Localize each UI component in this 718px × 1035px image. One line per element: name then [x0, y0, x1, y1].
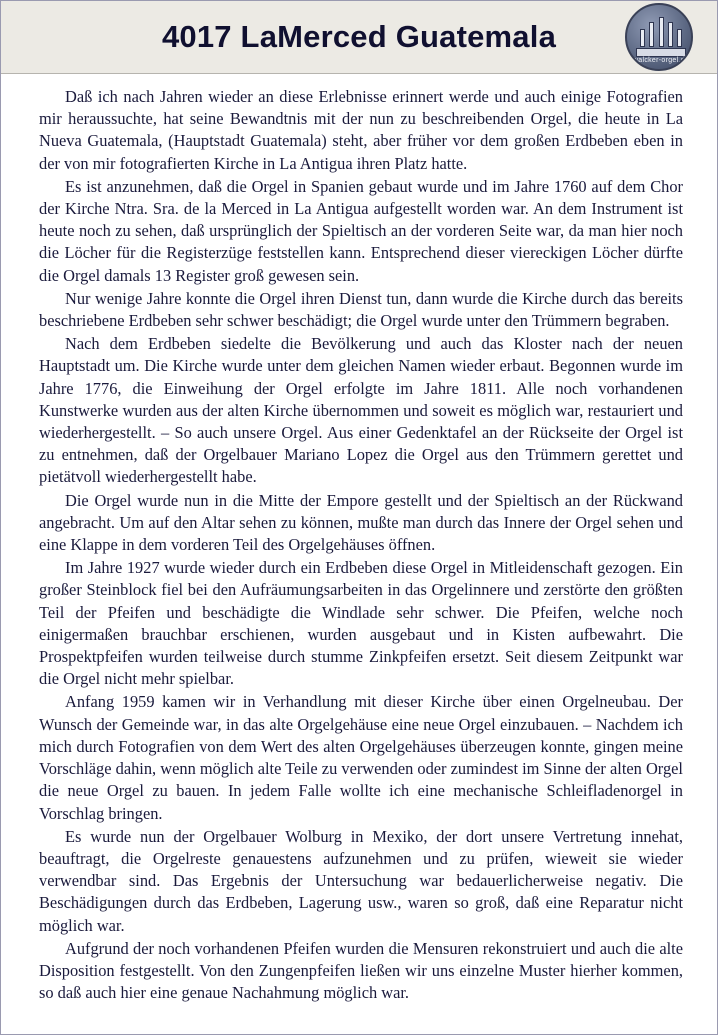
- paragraph: Die Orgel wurde nun in die Mitte der Empore gestellt und der Spieltisch an der Rückwand angebracht. Um auf den Altar sehen zu können, mußte man durch das Innere der Orgel sehen und eine Klappe in dem vorderen Teil des Orgelgehäuses öffnen.: [39, 490, 683, 555]
- paragraph: Nur wenige Jahre konnte die Orgel ihren Dienst tun, dann wurde die Kirche durch das bereits beschriebene Erdbeben sehr schwer beschädigt; die Orgel wurde unter den Trümmern begraben.: [39, 288, 683, 331]
- logo-circle: [625, 3, 693, 71]
- paragraph: Anfang 1959 kamen wir in Verhandlung mit dieser Kirche über einen Orgelneubau. Der Wunsch der Gemeinde war, in das alte Orgelgehäuse eine neue Orgel einzubauen. – Nachdem ich mich durch Fotografien von dem Wert des alten Orgelgehäuses überzeugen konnte, gingen meine Vorschläge dahin, wenn möglich alte Teile zu verwenden oder zumindest im Sinne der alten Orgel die neue Orgel zu bauen. In jedem Falle wollte ich eine mechanische Schleifladenorgel in Vorschlag bringen.: [39, 692, 683, 823]
- page-title: 4017 LaMerced Guatemala: [161, 19, 557, 54]
- document-body: [1, 74, 717, 1004]
- paragraph: Im Jahre 1927 wurde wieder durch ein Erdbeben diese Orgel in Mitleidenschaft gezogen. Ein großer Steinblock fiel bei den Aufräumungsarbeiten in das Orgelinnere und zerstörte den größten Teil der Pfeifen und beschädigte die Windlade sehr schwer. Die Pfeifen, welche noch einigermaßen brauchbar erschienen, wurden ausgebaut und in Kisten aufbewahrt. Die Prospektpfeifen wurden teilweise durch stumme Zinkpfeifen ersetzt. Seit diesem Zeitpunkt war die Orgel nicht mehr spielbar.: [39, 558, 683, 689]
- paragraph: Daß ich nach Jahren wieder an diese Erlebnisse erinnert werde und auch einige Fotografien mir heraussuchte, hat seine Bewandtnis mit der nun zu beschreibenden Orgel, die heute in La Nueva Guatemala, (Hauptstadt Guatemala) steht, aber früher vor dem großen Erdbeben eben in der von mir fotografierten Kirche in La Antigua ihren Platz hatte.: [39, 87, 683, 173]
- paragraph: Aufgrund der noch vorhandenen Pfeifen wurden die Mensuren rekonstruiert und auch die alte Disposition festgestellt. Von den Zungenpfeifen ließen wir uns einzelne Muster hierher kommen, so daß auch hier eine genaue Nachahmung möglich war.: [39, 938, 683, 1003]
- organ-pipes-icon: [640, 17, 682, 47]
- logo-base: [636, 48, 686, 57]
- paragraph: Es wurde nun der Orgelbauer Wolburg in Mexiko, der dort unsere Vertretung innehat, beauftragt, die Orgelreste genauestens aufzunehmen und zu prüfen, wieweit sie wieder verwendbar sind. Das Ergebnis der Untersuchung war bedauerlicherweise negativ. Die Beschädigungen durch das Erdbeben, Lagerung usw., waren so groß, daß eine Reparatur nicht möglich war.: [39, 826, 683, 935]
- paragraph: Nach dem Erdbeben siedelte die Bevölkerung und auch das Kloster nach der neuen Hauptstadt um. Die Kirche wurde unter dem gleichen Namen wieder erbaut. Begonnen wurde im Jahre 1776, die Einweihung der Orgel erfolgte im Jahre 1811. Alle noch vorhandenen Kunstwerke wurden aus der alten Kirche übernommen und soweit es möglich war, restauriert und wiederhergestellt. – So auch unsere Orgel. Aus einer Gedenktafel an der Rückseite der Orgel ist zu entnehmen, daß der Orgelbauer Mariano Lopez die Orgel aus den Trümmern gerettet und pietätvoll wiederhergestellt habe.: [39, 334, 683, 487]
- paragraph: Es ist anzunehmen, daß die Orgel in Spanien gebaut wurde und im Jahre 1760 auf dem Chor der Kirche Ntra. Sra. de la Merced in La Antigua aufgestellt worden war. An dem Instrument ist heute noch zu sehen, daß ursprünglich der Spieltisch an der vorderen Seite war, da man hier noch die Löcher für die Registerzüge feststellen kann. Entsprechend dieser viereckigen Löcher dürfte die Orgel damals 13 Register groß gewesen sein.: [39, 176, 683, 285]
- page-header: [1, 1, 717, 74]
- logo-caption: walcker-orgel.de: [632, 57, 690, 64]
- orgelorgan-logo: [625, 3, 699, 71]
